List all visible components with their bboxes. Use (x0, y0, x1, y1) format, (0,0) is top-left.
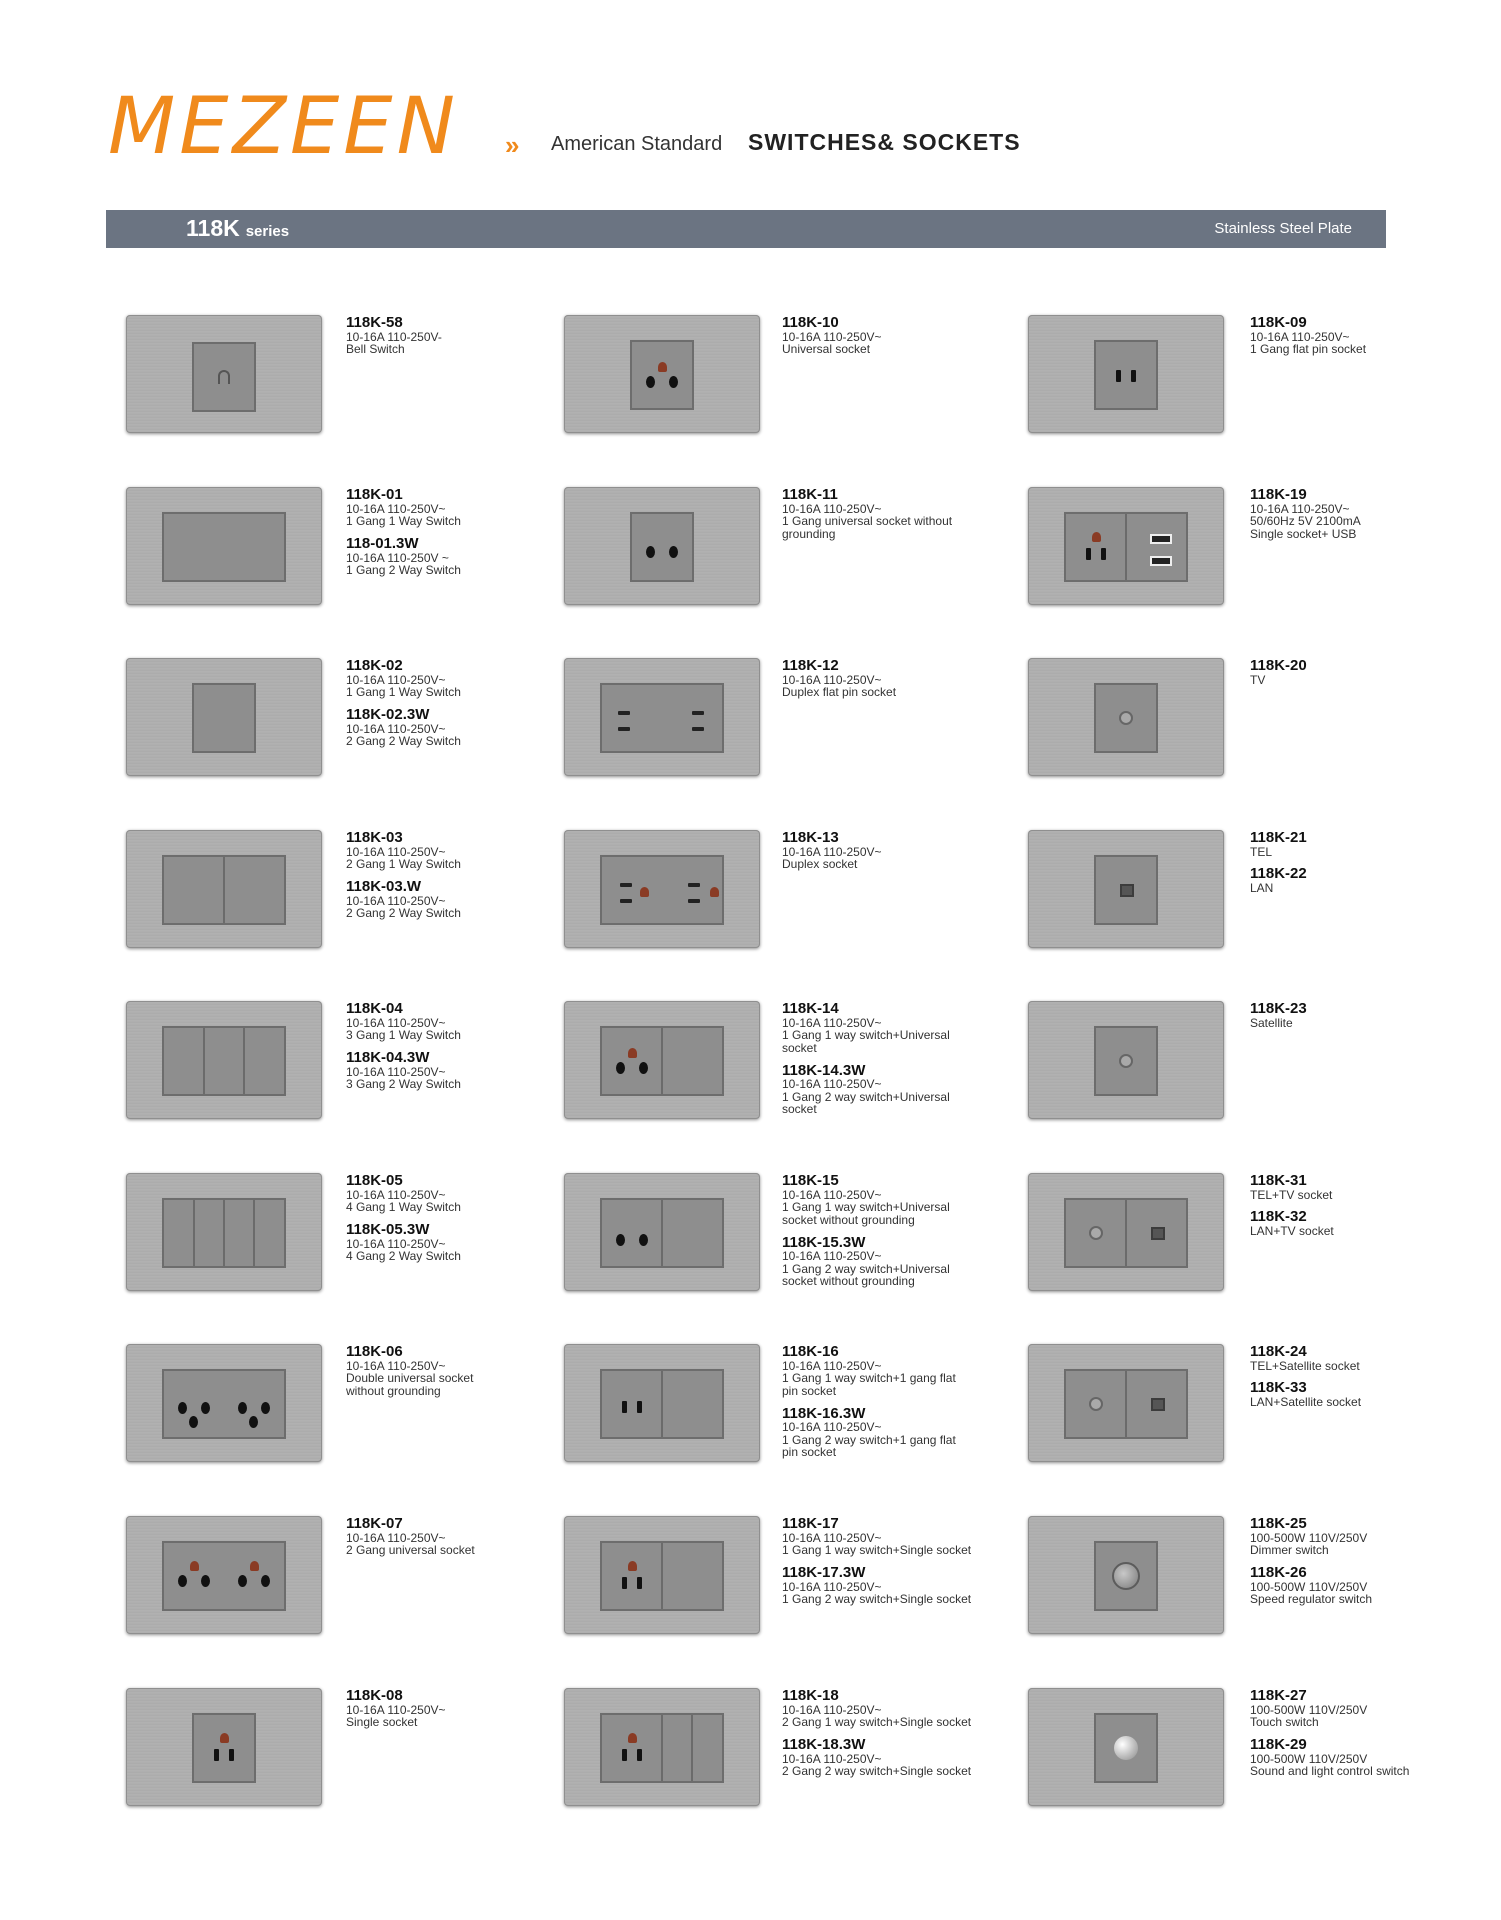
product-spec-line: 1 Gang universal socket without (782, 514, 953, 529)
plate-module (1094, 1026, 1158, 1096)
dimmer-knob-icon (1112, 1562, 1140, 1590)
plate-module (162, 1369, 286, 1439)
plate-material: Stainless Steel Plate (1214, 220, 1352, 237)
pin-slot (616, 1234, 625, 1246)
product-spec-line: LAN (1250, 881, 1274, 896)
product-spec-line: 10-16A 110-250V~ (782, 1579, 882, 1594)
product-code: 118K-16 (782, 1343, 839, 1360)
product-code: 118K-11 (782, 486, 838, 503)
plate-module (600, 1369, 724, 1439)
product-spec-line: 10-16A 110-250V~ (782, 672, 882, 687)
pin-slot (238, 1402, 247, 1414)
series-word: series (245, 223, 290, 240)
product-spec-line: 3 Gang 1 Way Switch (346, 1028, 461, 1043)
product-spec-line: 10-16A 110-250V~ (346, 1702, 446, 1717)
product-spec-line: grounding (782, 526, 836, 541)
product-code: 118K-26 (1250, 1563, 1307, 1581)
product-spec-line: Double universal socket (346, 1371, 474, 1386)
product-plate-image (1028, 1001, 1224, 1119)
product-spec-line: 1 Gang 2 way switch+1 gang flat (782, 1432, 956, 1447)
product-spec-line: 100-500W 110V/250V (1250, 1702, 1368, 1717)
pin-slot (622, 1577, 627, 1589)
pin-slot (189, 1416, 198, 1428)
product-code: 118K-58 (346, 314, 403, 331)
subtitle-standard: American Standard (551, 133, 723, 155)
product-spec-line: 1 Gang 1 way switch+Single socket (782, 1543, 972, 1558)
product-spec-line: 100-500W 110V/250V (1250, 1579, 1368, 1594)
ground-hole (628, 1561, 637, 1571)
product-spec-line: LAN+Satellite socket (1250, 1395, 1362, 1410)
product-code: 118K-18 (782, 1687, 839, 1704)
ground-hole (628, 1048, 637, 1058)
product-description (782, 315, 1022, 356)
usb-port-icon (1150, 556, 1172, 566)
product-code: 118K-10 (782, 314, 839, 331)
product-description (346, 1001, 586, 1091)
product-description (1250, 1173, 1490, 1238)
product-spec-line: 10-16A 110-250V~ (782, 501, 882, 516)
product-plate-image (126, 658, 322, 776)
rocker-divider (203, 1028, 205, 1094)
product-spec-line: TEL+Satellite socket (1250, 1358, 1360, 1373)
product-spec-line: Single socket (346, 1715, 418, 1730)
product-plate-image (1028, 1688, 1224, 1806)
ground-hole (640, 887, 649, 897)
product-spec-line: TEL (1250, 844, 1273, 859)
product-plate-image (564, 658, 760, 776)
product-description (782, 487, 1022, 541)
product-code: 118K-13 (782, 829, 839, 846)
rocker-divider (243, 1028, 245, 1094)
product-spec-line: 10-16A 110-250V~ (346, 672, 446, 687)
plate-module (162, 1541, 286, 1611)
ground-hole (190, 1561, 199, 1571)
product-code: 118K-05 (346, 1172, 403, 1189)
plate-module (630, 340, 694, 410)
product-spec-line: 10-16A 110-250V~ (346, 1358, 446, 1373)
product-description (346, 1688, 586, 1729)
plate-module (1094, 683, 1158, 753)
satellite-f-connector-icon (1119, 1054, 1133, 1068)
product-spec-line: 10-16A 110-250V~ (782, 1702, 882, 1717)
plate-module (192, 342, 256, 412)
plate-module (1094, 1713, 1158, 1783)
product-code: 118K-22 (1250, 865, 1307, 883)
coax-tv-icon (1119, 711, 1133, 725)
product-plate-image (126, 315, 322, 433)
product-plate-image (1028, 830, 1224, 948)
product-spec-line: 2 Gang 2 way switch+Single socket (782, 1764, 972, 1779)
plate-module (162, 512, 286, 582)
product-code: 118K-08 (346, 1687, 403, 1704)
pin-slot (669, 546, 678, 558)
rj-jack-icon (1120, 884, 1134, 897)
product-code: 118K-33 (1250, 1379, 1307, 1397)
plate-module (1094, 1541, 1158, 1611)
product-description (782, 830, 1022, 871)
product-spec-line: 1 Gang 2 way switch+Single socket (782, 1592, 972, 1607)
product-spec-line: 2 Gang 1 Way Switch (346, 857, 461, 872)
product-code: 118K-15.3W (782, 1233, 866, 1251)
product-code: 118K-23 (1250, 1000, 1307, 1017)
pin-slot (646, 376, 655, 388)
product-code: 118K-18.3W (782, 1735, 866, 1753)
plate-module (1064, 1198, 1188, 1268)
product-spec-line: 2 Gang 1 way switch+Single socket (782, 1715, 972, 1730)
product-spec-line: 2 Gang universal socket (346, 1543, 475, 1558)
coax-tv-icon (1089, 1226, 1103, 1240)
product-plate-image (564, 1688, 760, 1806)
product-description (1250, 658, 1490, 686)
product-description (1250, 830, 1490, 895)
product-spec-line: Sound and light control switch (1250, 1764, 1410, 1779)
product-code: 118K-20 (1250, 657, 1307, 674)
product-description (782, 658, 1022, 699)
product-spec-line: Duplex socket (782, 857, 858, 872)
pin-slot (616, 1062, 625, 1074)
product-spec-line: 1 Gang flat pin socket (1250, 342, 1367, 357)
pin-slot (639, 1062, 648, 1074)
plate-module (1094, 340, 1158, 410)
product-spec-line: Speed regulator switch (1250, 1592, 1373, 1607)
pin-slot (669, 376, 678, 388)
product-spec-line: without grounding (346, 1383, 441, 1398)
product-spec-line: 2 Gang 2 Way Switch (346, 734, 461, 749)
plate-module (1094, 855, 1158, 925)
product-description (782, 1516, 1022, 1606)
plate-module (162, 1198, 286, 1268)
product-spec-line: pin socket (782, 1445, 837, 1460)
rocker-divider (223, 857, 225, 923)
pin-slot (1131, 370, 1136, 382)
pin-slot (622, 1749, 627, 1761)
pin-slot (618, 711, 630, 715)
rocker-divider (1125, 1371, 1127, 1437)
product-plate-image (564, 1001, 760, 1119)
product-plate-image (564, 315, 760, 433)
product-code: 118K-15 (782, 1172, 839, 1189)
pin-slot (1101, 548, 1106, 560)
series-bar (106, 210, 1386, 248)
product-spec-line: 1 Gang 2 Way Switch (346, 563, 461, 578)
product-spec-line: 10-16A 110-250V~ (782, 1358, 882, 1373)
pin-slot (249, 1416, 258, 1428)
product-plate-image (564, 830, 760, 948)
product-plate-image (564, 1516, 760, 1634)
product-description (1250, 315, 1490, 356)
pin-slot (214, 1749, 219, 1761)
pin-slot (620, 883, 632, 887)
product-spec-line: 10-16A 110-250V~ (782, 844, 882, 859)
pin-slot (201, 1402, 210, 1414)
product-spec-line: 10-16A 110-250V~ (782, 1187, 882, 1202)
double-chevron-icon: » (505, 130, 514, 160)
pin-slot (261, 1402, 270, 1414)
product-spec-line: 10-16A 110-250V~ (346, 721, 446, 736)
product-spec-line: 10-16A 110-250V~ (346, 1015, 446, 1030)
pin-slot (637, 1401, 642, 1413)
product-spec-line: 1 Gang 1 way switch+Universal (782, 1028, 950, 1043)
subtitle-main: SWITCHES& SOCKETS (748, 129, 1021, 155)
pin-slot (646, 546, 655, 558)
series-title (186, 217, 289, 240)
product-spec-line: 10-16A 110-250V~ (346, 501, 446, 516)
product-description (346, 830, 586, 920)
product-plate-image (1028, 487, 1224, 605)
product-plate-image (1028, 315, 1224, 433)
product-plate-image (1028, 1173, 1224, 1291)
plate-module (162, 1026, 286, 1096)
product-code: 118K-09 (1250, 314, 1307, 331)
rocker-divider (661, 1028, 663, 1094)
product-code: 118K-17 (782, 1515, 839, 1532)
pin-slot (1086, 548, 1091, 560)
plate-module (192, 683, 256, 753)
plate-module (600, 1541, 724, 1611)
product-code: 118K-14.3W (782, 1061, 866, 1079)
product-plate-image (1028, 658, 1224, 776)
product-plate-image (564, 1173, 760, 1291)
ground-hole (658, 362, 667, 372)
product-spec-line: pin socket (782, 1383, 837, 1398)
rocker-divider (691, 1715, 693, 1781)
product-spec-line: 100-500W 110V/250V (1250, 1751, 1368, 1766)
product-spec-line: socket without grounding (782, 1274, 915, 1289)
pin-slot (620, 899, 632, 903)
product-spec-line: 1 Gang 1 way switch+Universal (782, 1200, 950, 1215)
product-spec-line: 10-16A 110-250V~ (346, 1187, 446, 1202)
product-spec-line: 50/60Hz 5V 2100mA (1250, 514, 1361, 529)
pin-slot (229, 1749, 234, 1761)
pin-slot (637, 1577, 642, 1589)
ground-hole (1092, 532, 1101, 542)
rj-jack-icon (1151, 1227, 1165, 1240)
product-description (1250, 1516, 1490, 1606)
product-description (346, 315, 586, 356)
product-code: 118K-32 (1250, 1208, 1307, 1226)
product-code: 118K-02 (346, 657, 403, 674)
product-description (1250, 1001, 1490, 1029)
rocker-divider (1125, 514, 1127, 580)
product-spec-line: 10-16A 110-250V~ (782, 1249, 882, 1264)
product-spec-line: 4 Gang 2 Way Switch (346, 1249, 461, 1264)
product-code: 118K-27 (1250, 1687, 1307, 1704)
product-plate-image (564, 1344, 760, 1462)
product-spec-line: socket (782, 1040, 817, 1055)
product-spec-line: 10-16A 110-250V~ (782, 1077, 882, 1092)
product-spec-line: TV (1250, 672, 1266, 687)
product-spec-line: 10-16A 110-250V~ (346, 1530, 446, 1545)
product-spec-line: 10-16A 110-250V ~ (346, 550, 449, 565)
pin-slot (688, 899, 700, 903)
product-spec-line: 10-16A 110-250V~ (346, 1236, 446, 1251)
product-code: 118K-25 (1250, 1515, 1307, 1532)
pin-slot (692, 711, 704, 715)
product-description (782, 1344, 1022, 1459)
product-spec-line: socket without grounding (782, 1212, 915, 1227)
product-spec-line: 4 Gang 1 Way Switch (346, 1200, 461, 1215)
product-code: 118K-12 (782, 657, 839, 674)
product-plate-image (126, 1344, 322, 1462)
pin-slot (178, 1575, 187, 1587)
product-code: 118K-21 (1250, 829, 1307, 846)
product-code: 118K-19 (1250, 486, 1307, 503)
product-spec-line: 10-16A 110-250V~ (782, 1015, 882, 1030)
product-description (346, 1173, 586, 1263)
plate-module (600, 683, 724, 753)
product-spec-line: 10-16A 110-250V~ (782, 1751, 882, 1766)
product-plate-image (126, 487, 322, 605)
product-code: 118K-05.3W (346, 1220, 430, 1238)
product-spec-line: 10-16A 110-250V~ (782, 329, 882, 344)
series-code: 118K (186, 215, 240, 241)
product-code: 118K-16.3W (782, 1404, 866, 1422)
plate-module (600, 1198, 724, 1268)
product-spec-line: socket (782, 1102, 817, 1117)
product-plate-image (126, 830, 322, 948)
product-spec-line: Touch switch (1250, 1715, 1319, 1730)
product-code: 118K-06 (346, 1343, 403, 1360)
product-plate-image (564, 487, 760, 605)
product-code: 118K-03.W (346, 877, 422, 895)
usb-port-icon (1150, 534, 1172, 544)
product-spec-line: TEL+TV socket (1250, 1187, 1333, 1202)
product-code: 118K-07 (346, 1515, 403, 1532)
product-description (1250, 1344, 1490, 1409)
product-spec-line: Bell Switch (346, 342, 405, 357)
product-spec-line: 10-16A 110-250V~ (346, 844, 446, 859)
rocker-divider (661, 1200, 663, 1266)
pin-slot (178, 1402, 187, 1414)
plate-module (162, 855, 286, 925)
product-code: 118K-17.3W (782, 1563, 866, 1581)
pin-slot (637, 1749, 642, 1761)
plate-module (600, 855, 724, 925)
product-code: 118K-04 (346, 1000, 403, 1017)
brand-logo: MEZEEN (108, 82, 459, 172)
rocker-divider (223, 1200, 225, 1266)
product-spec-line: Duplex flat pin socket (782, 685, 897, 700)
product-code: 118K-02.3W (346, 705, 430, 723)
product-plate-image (126, 1516, 322, 1634)
product-spec-line: 10-16A 110-250V~ (346, 1064, 446, 1079)
product-plate-image (126, 1001, 322, 1119)
product-spec-line: LAN+TV socket (1250, 1224, 1334, 1239)
plate-module (192, 1713, 256, 1783)
product-spec-line: 2 Gang 2 Way Switch (346, 906, 461, 921)
product-plate-image (126, 1688, 322, 1806)
rocker-divider (253, 1200, 255, 1266)
product-spec-line: 10-16A 110-250V~ (1250, 329, 1350, 344)
product-spec-line: Satellite (1250, 1015, 1293, 1030)
product-code: 118K-14 (782, 1000, 839, 1017)
product-description (782, 1001, 1022, 1116)
pin-slot (639, 1234, 648, 1246)
product-description (346, 658, 586, 748)
satellite-f-connector-icon (1089, 1397, 1103, 1411)
product-spec-line: 10-16A 110-250V~ (1250, 501, 1350, 516)
rocker-divider (661, 1715, 663, 1781)
product-spec-line: Single socket+ USB (1250, 526, 1357, 541)
product-description (782, 1688, 1022, 1778)
product-spec-line: 10-16A 110-250V~ (346, 893, 446, 908)
product-description (1250, 487, 1490, 541)
plate-module (600, 1026, 724, 1096)
product-code: 118K-24 (1250, 1343, 1307, 1360)
plate-module (630, 512, 694, 582)
product-spec-line: 1 Gang 2 way switch+Universal (782, 1089, 950, 1104)
product-code: 118K-01 (346, 486, 403, 503)
rocker-divider (661, 1371, 663, 1437)
plate-module (1064, 1369, 1188, 1439)
product-plate-image (1028, 1516, 1224, 1634)
pin-slot (618, 727, 630, 731)
product-description (346, 1344, 586, 1398)
product-description (782, 1173, 1022, 1288)
pin-slot (238, 1575, 247, 1587)
pin-slot (688, 883, 700, 887)
product-spec-line: 1 Gang 1 Way Switch (346, 514, 461, 529)
ground-hole (710, 887, 719, 897)
product-code: 118K-31 (1250, 1172, 1307, 1189)
bell-icon (218, 370, 230, 384)
product-description (346, 487, 586, 577)
rocker-divider (193, 1200, 195, 1266)
pin-slot (622, 1401, 627, 1413)
pin-slot (1116, 370, 1121, 382)
plate-module (600, 1713, 724, 1783)
product-code: 118K-29 (1250, 1735, 1307, 1753)
ground-hole (628, 1733, 637, 1743)
ground-hole (220, 1733, 229, 1743)
product-spec-line: 100-500W 110V/250V (1250, 1530, 1368, 1545)
pin-slot (201, 1575, 210, 1587)
plate-module (1064, 512, 1188, 582)
product-spec-line: 3 Gang 2 Way Switch (346, 1077, 461, 1092)
rocker-divider (661, 1543, 663, 1609)
rocker-divider (1125, 1200, 1127, 1266)
product-spec-line: Dimmer switch (1250, 1543, 1329, 1558)
product-spec-line: 10-16A 110-250V- (346, 329, 442, 344)
product-spec-line: Universal socket (782, 342, 871, 357)
pin-slot (261, 1575, 270, 1587)
product-spec-line: 1 Gang 1 Way Switch (346, 685, 461, 700)
pin-slot (692, 727, 704, 731)
product-plate-image (126, 1173, 322, 1291)
product-description (346, 1516, 586, 1557)
product-spec-line: 10-16A 110-250V~ (782, 1530, 882, 1545)
product-spec-line: 1 Gang 2 way switch+Universal (782, 1261, 950, 1276)
touch-pad-icon (1114, 1736, 1138, 1760)
product-plate-image (1028, 1344, 1224, 1462)
product-code: 118K-04.3W (346, 1048, 430, 1066)
product-spec-line: 1 Gang 1 way switch+1 gang flat (782, 1371, 956, 1386)
product-description (1250, 1688, 1490, 1778)
rj-jack-icon (1151, 1398, 1165, 1411)
product-spec-line: 10-16A 110-250V~ (782, 1420, 882, 1435)
ground-hole (250, 1561, 259, 1571)
product-code: 118K-03 (346, 829, 403, 846)
product-code: 118-01.3W (346, 534, 419, 552)
